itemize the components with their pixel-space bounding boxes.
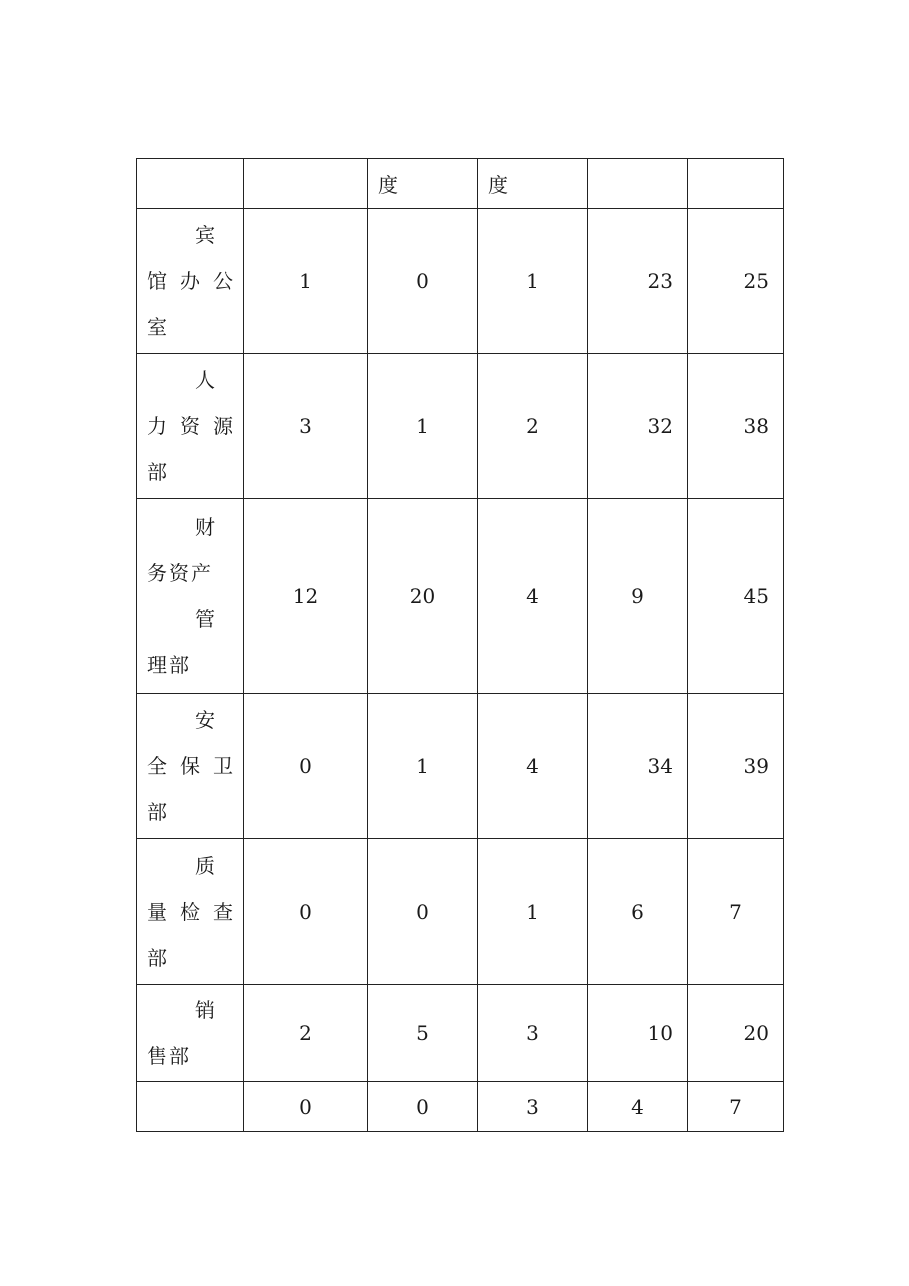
value-cell: 20 bbox=[368, 499, 478, 694]
value-cell: 4 bbox=[588, 1082, 688, 1132]
value-cell: 34 bbox=[588, 694, 688, 839]
value-cell: 1 bbox=[478, 209, 588, 354]
department-cell bbox=[137, 209, 244, 354]
table-row bbox=[137, 694, 784, 839]
department-label-line: 销 bbox=[195, 998, 217, 1022]
department-label-line: 力资源 bbox=[147, 414, 235, 438]
value-cell: 3 bbox=[478, 985, 588, 1082]
value-cell: 1 bbox=[478, 839, 588, 985]
value-cell: 0 bbox=[244, 839, 368, 985]
value-cell: 0 bbox=[244, 1082, 368, 1132]
value-cell: 5 bbox=[368, 985, 478, 1082]
header-cell: 度 bbox=[368, 159, 478, 209]
department-cell bbox=[137, 499, 244, 694]
header-cell bbox=[588, 159, 688, 209]
value-cell: 2 bbox=[244, 985, 368, 1082]
department-label-line: 售部 bbox=[147, 1044, 191, 1068]
department-label-line: 财 bbox=[195, 515, 217, 539]
value-cell: 45 bbox=[688, 499, 784, 694]
value-cell: 0 bbox=[244, 694, 368, 839]
table-row bbox=[137, 354, 784, 499]
value-cell: 4 bbox=[478, 694, 588, 839]
header-cell bbox=[244, 159, 368, 209]
value-cell: 12 bbox=[244, 499, 368, 694]
value-cell: 4 bbox=[478, 499, 588, 694]
value-cell: 1 bbox=[244, 209, 368, 354]
department-label-line: 人 bbox=[195, 368, 217, 392]
department-label-line: 务资产 bbox=[147, 561, 213, 585]
department-label-line: 理部 bbox=[147, 653, 191, 677]
value-cell: 0 bbox=[368, 209, 478, 354]
department-label-line: 室 bbox=[147, 315, 169, 339]
value-cell: 7 bbox=[688, 1082, 784, 1132]
department-cell bbox=[137, 1082, 244, 1132]
value-cell: 0 bbox=[368, 1082, 478, 1132]
table-row bbox=[137, 839, 784, 985]
department-label-line: 量检查 bbox=[147, 899, 235, 924]
table-row bbox=[137, 985, 784, 1082]
table-row bbox=[137, 1082, 784, 1132]
department-cell bbox=[137, 694, 244, 839]
value-cell: 0 bbox=[368, 839, 478, 985]
header-row bbox=[137, 159, 784, 209]
value-cell: 39 bbox=[688, 694, 784, 839]
department-label-line: 部 bbox=[147, 800, 169, 824]
table-row bbox=[137, 209, 784, 354]
value-cell: 9 bbox=[588, 499, 688, 694]
department-label-line: 全保卫 bbox=[147, 754, 235, 778]
department-label-line: 宾 bbox=[195, 223, 217, 247]
value-cell: 38 bbox=[688, 354, 784, 499]
header-cell: 度 bbox=[478, 159, 588, 209]
header-cell bbox=[688, 159, 784, 209]
table-row bbox=[137, 499, 784, 694]
value-cell: 1 bbox=[368, 354, 478, 499]
value-cell: 32 bbox=[588, 354, 688, 499]
value-cell: 10 bbox=[588, 985, 688, 1082]
value-cell: 23 bbox=[588, 209, 688, 354]
department-label-line: 部 bbox=[147, 460, 169, 484]
value-cell: 6 bbox=[588, 839, 688, 985]
department-cell bbox=[137, 985, 244, 1082]
value-cell: 3 bbox=[478, 1082, 588, 1132]
data-table bbox=[136, 158, 784, 1132]
value-cell: 2 bbox=[478, 354, 588, 499]
department-label-line: 质 bbox=[195, 853, 217, 878]
value-cell: 1 bbox=[368, 694, 478, 839]
value-cell: 7 bbox=[688, 839, 784, 985]
department-cell bbox=[137, 354, 244, 499]
header-cell bbox=[137, 159, 244, 209]
value-cell: 20 bbox=[688, 985, 784, 1082]
department-label-line: 安 bbox=[195, 708, 217, 732]
department-label-line: 馆办公 bbox=[147, 269, 235, 293]
value-cell: 3 bbox=[244, 354, 368, 499]
value-cell: 25 bbox=[688, 209, 784, 354]
department-cell bbox=[137, 839, 244, 985]
department-label-line: 管 bbox=[195, 607, 217, 631]
department-label-line: 部 bbox=[147, 945, 169, 970]
